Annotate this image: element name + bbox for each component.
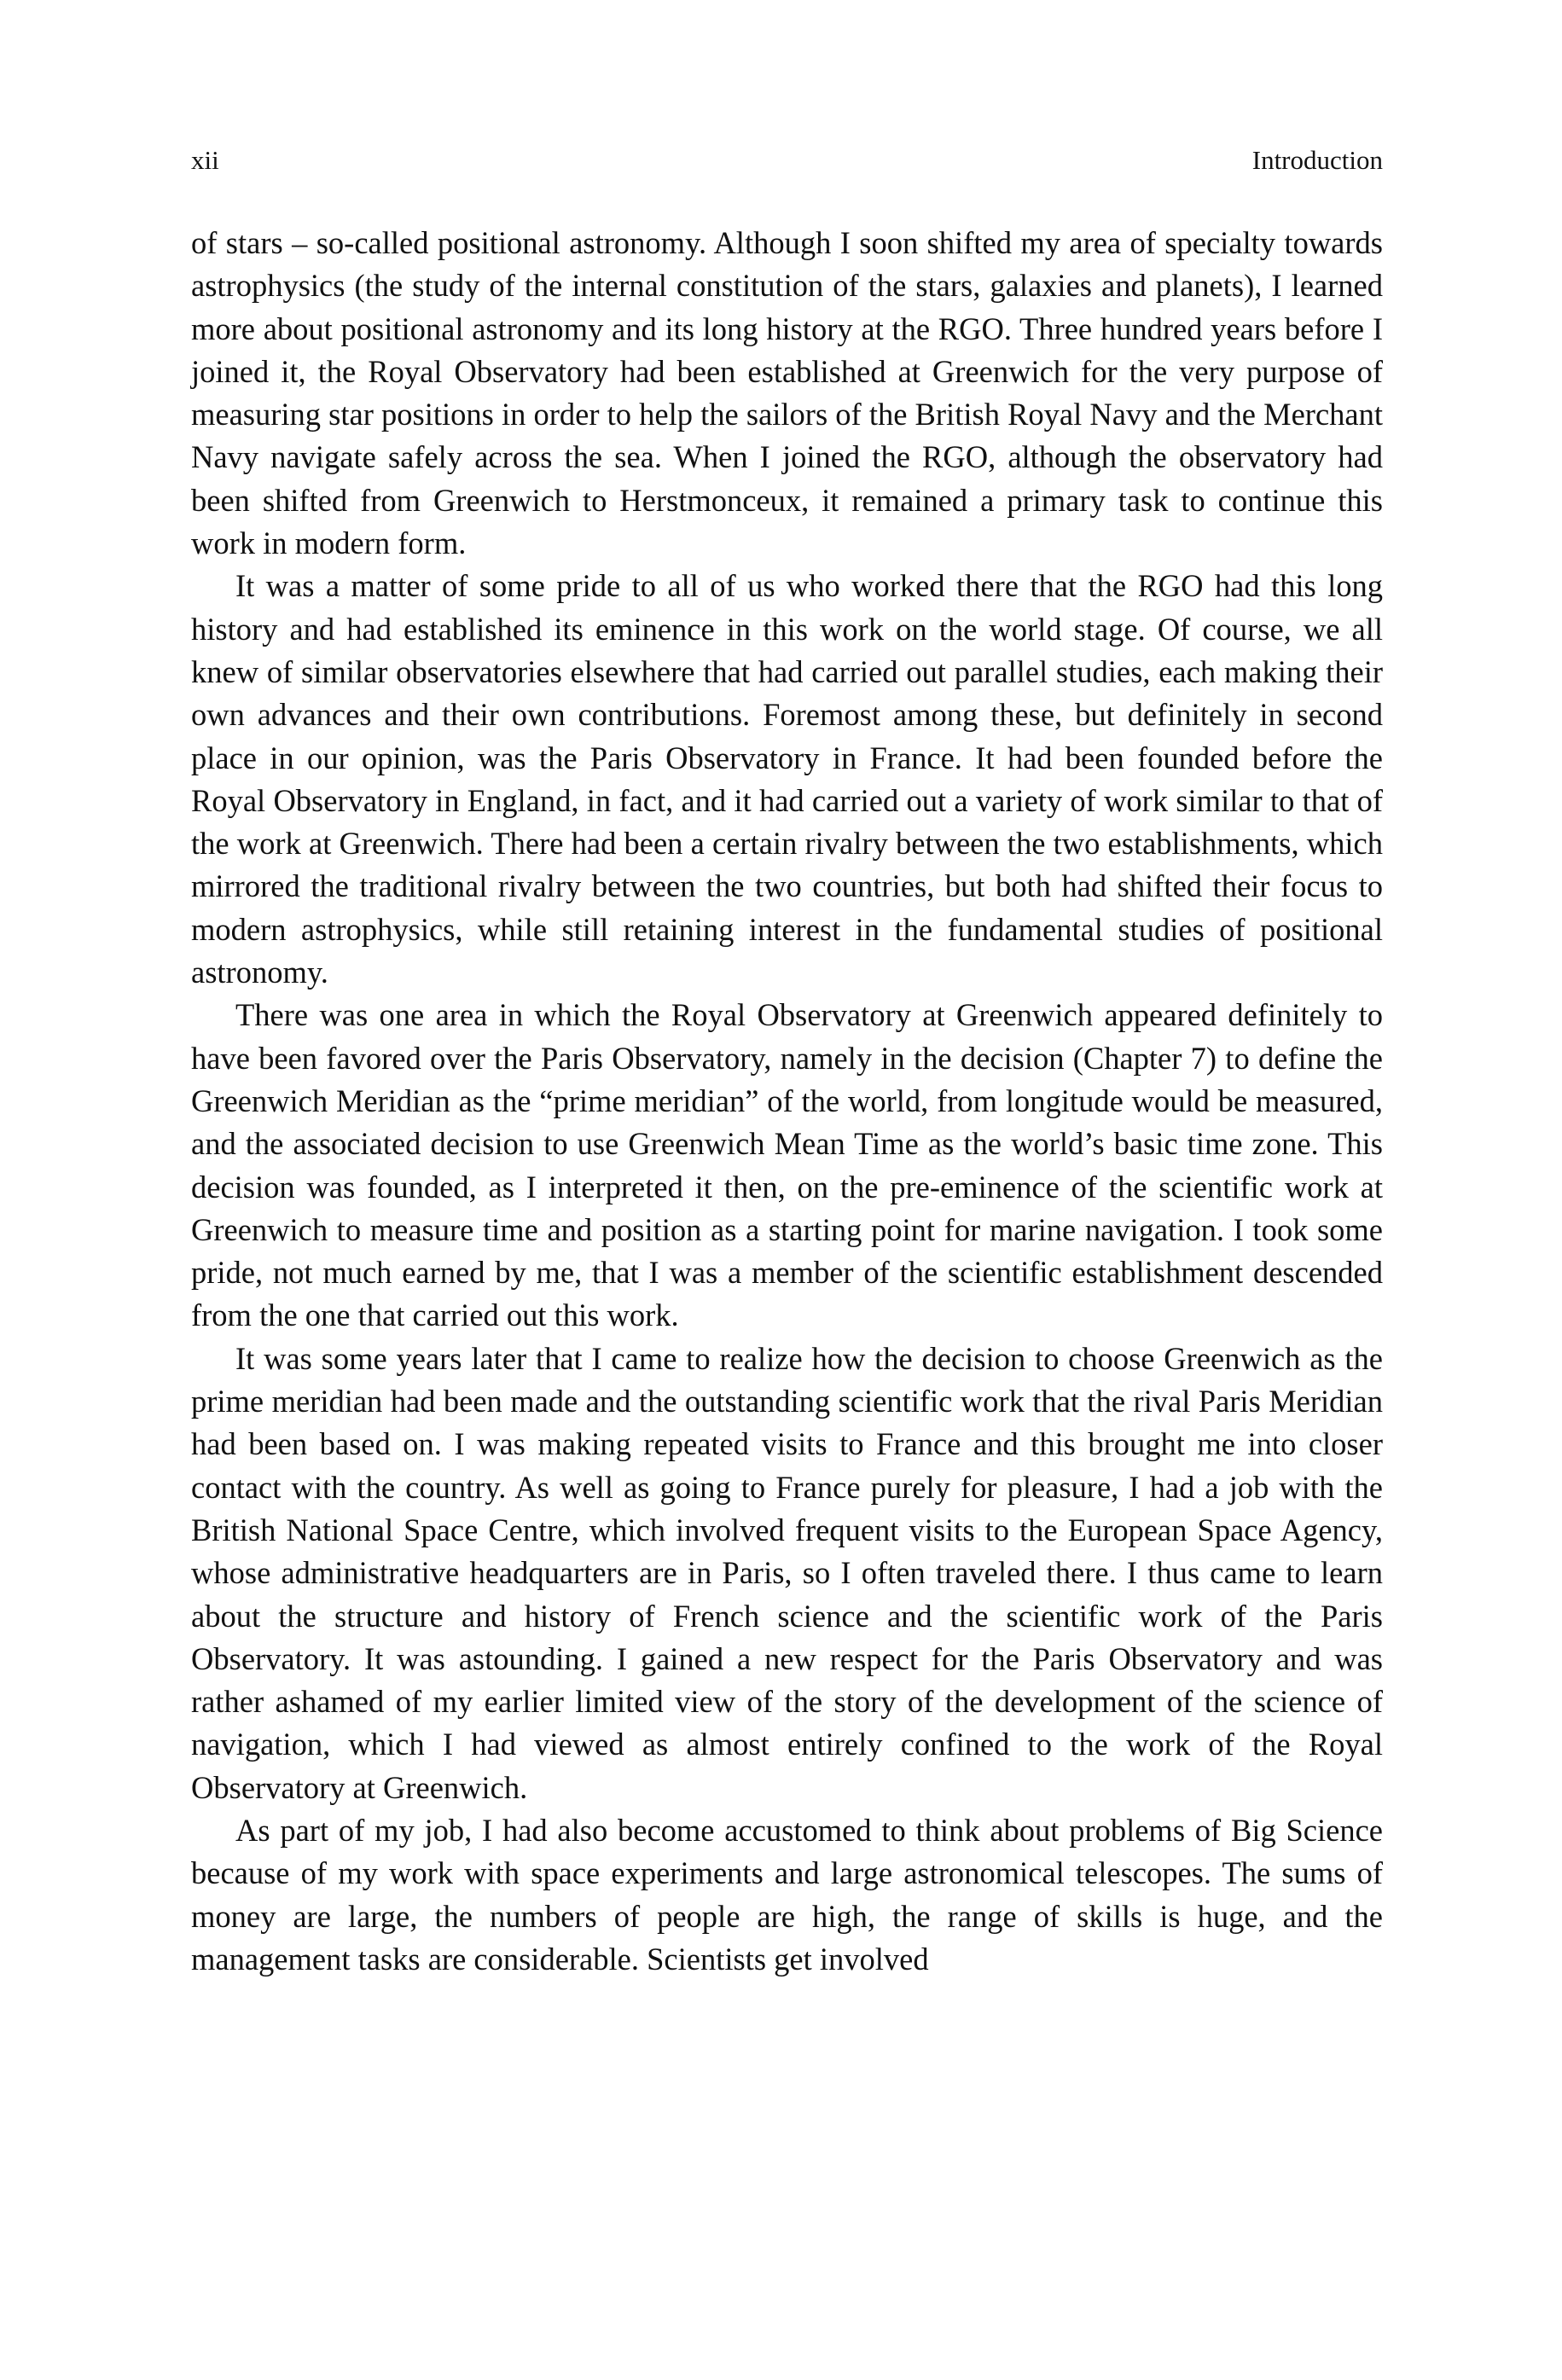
running-head: [191, 142, 1383, 179]
running-title: Introduction: [1251, 145, 1383, 175]
body-text: [191, 222, 1383, 1981]
paragraph-3: There was one area in which the Royal Observatory at Greenwich appeared definitely to have been favored over the Paris Observatory, namely in the decision (Chapter 7) to define the Greenwich Meridian as the “prime meridian” of the world, from longitude would be measured, and the associated decision to use Greenwich Mean Time as the world’s basic time zone. This decision was founded, as I interpreted it then, on the pre-eminence of the scientific work at Greenwich to measure time and position as a starting point for marine navigation. I took some pride, not much earned by me, that I was a member of the scientific establishment descended from the one that carried out this work.: [191, 997, 1383, 1333]
page-number: xii: [191, 145, 219, 175]
paragraph-5: As part of my job, I had also become accustomed to think about problems of Big Science because of my work with space experiments and large astronomical telescopes. The sums of money are large, the numbers of people are high, the range of skills is huge, and the management tasks are considerable. Scientists get involved: [191, 1812, 1383, 1977]
paragraph-4: It was some years later that I came to realize how the decision to choose Greenwich as the prime meridian had been made and the outstanding scientific work that the rival Paris Meridian had been based on. I was making repeated visits to France and this brought me into closer contact with the country. As well as going to France purely for pleasure, I had a job with the British National Space Centre, which involved frequent visits to the European Space Agency, whose administrative headquarters are in Paris, so I often traveled there. I thus came to learn about the structure and history of French science and the scientific work of the Paris Observatory. It was astounding. I gained a new respect for the Paris Observatory and was rather ashamed of my earlier limited view of the story of the development of the science of navigation, which I had viewed as almost entirely confined to the work of the Royal Observatory at Greenwich.: [191, 1340, 1383, 1805]
paragraph-1: of stars – so-called positional astronomy. Although I soon shifted my area of specialty towards astrophysics (the study of the internal constitution of the stars, galaxies and planets), I learned more about positional astronomy and its long history at the RGO. Three hundred years before I joined it, the Royal Observatory had been established at Greenwich for the very purpose of measuring star positions in order to help the sailors of the British Royal Navy and the Merchant Navy navigate safely across the sea. When I joined the RGO, although the observatory had been shifted from Greenwich to Herstmonceux, it remained a primary task to continue this work in modern form.: [191, 225, 1383, 561]
paragraph-2: It was a matter of some pride to all of us who worked there that the RGO had this long history and had established its eminence in this work on the world stage. Of course, we all knew of similar observatories elsewhere that had carried out parallel studies, each making their own advances and their own contributions. Foremost among these, but definitely in second place in our opinion, was the Paris Observatory in France. It had been founded before the Royal Observatory in England, in fact, and it had carried out a variety of work similar to that of the work at Greenwich. There had been a certain rivalry between the two establishments, which mirrored the traditional rivalry between the two countries, but both had shifted their focus to modern astrophysics, while still retaining interest in the fundamental studies of positional astronomy.: [191, 568, 1383, 990]
